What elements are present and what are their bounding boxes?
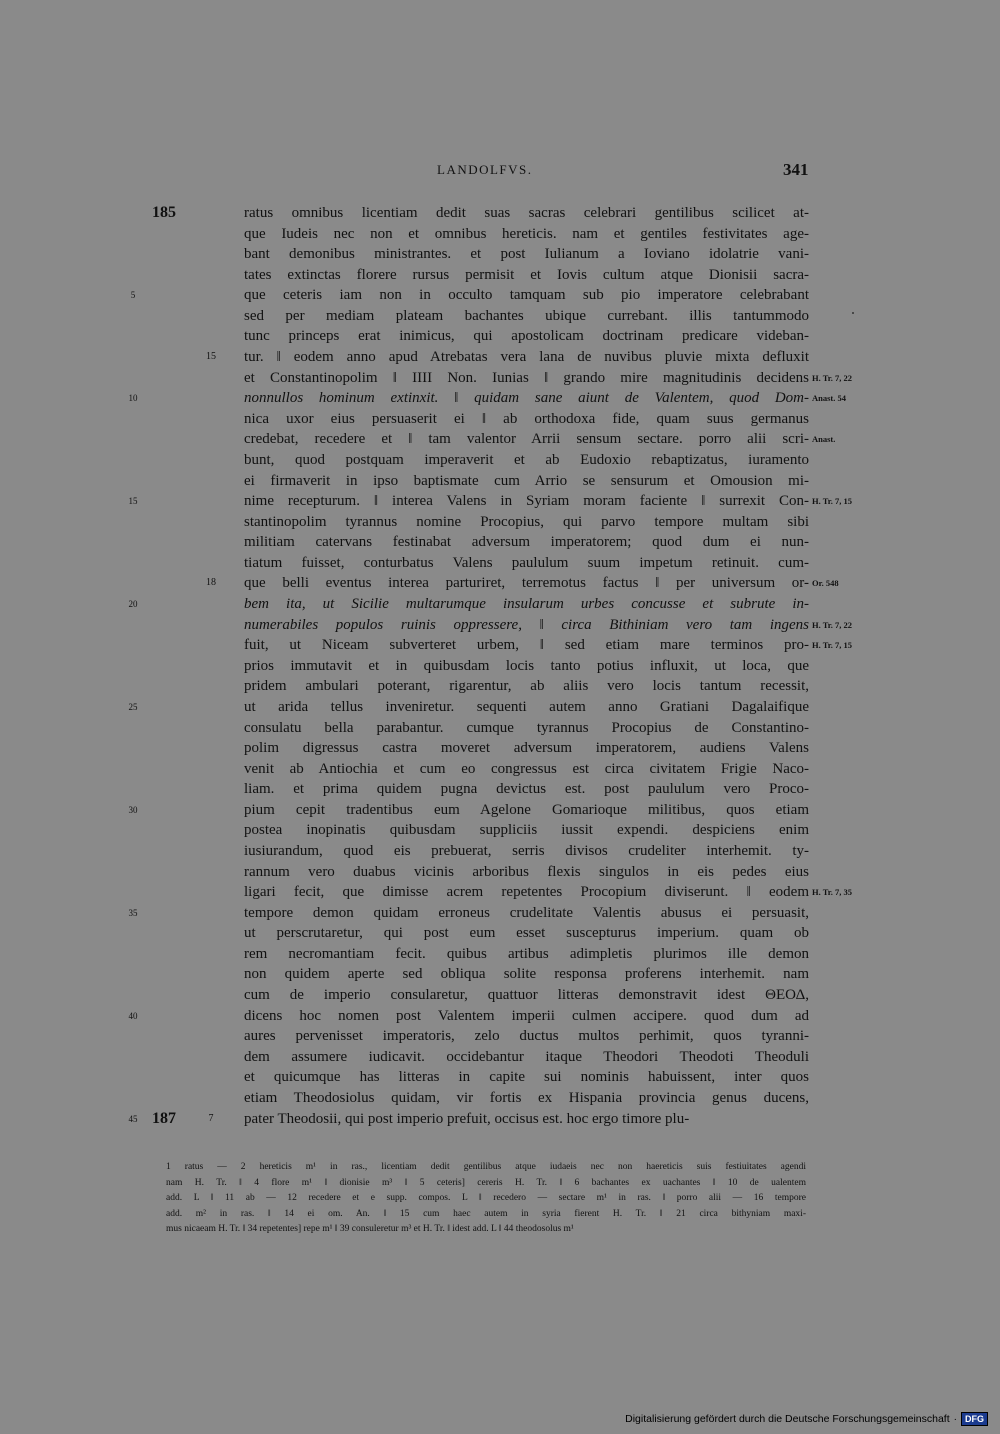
source-line-number: 15 <box>206 351 216 362</box>
dfg-logo-icon: DFG <box>961 1412 988 1426</box>
line-number: 5 <box>130 290 136 300</box>
text-line: ut perscrutaretur, qui post eum esset suscepturus imperium. quam ob <box>244 925 809 941</box>
text-line: non quidem aperte sed obliqua solite responsa proferens interhemit. nam <box>244 966 809 982</box>
text-line: ratus omnibus licentiam dedit suas sacras celebrari gentilibus scilicet at- <box>244 205 809 221</box>
footnote-line: mus nicaeam H. Tr. ‖ 34 repetentes] repe m¹ ‖ 39 consuleretur m³ et H. Tr. ‖ idest add. L ‖ 44 theodosolus m¹ <box>166 1224 574 1234</box>
text-line: cum de imperio consularetur, quattuor litteras demonstravit idest ΘΕΟΔ, <box>244 987 809 1003</box>
text-line: militiam catervans festinabat adversum imperatorem; quod dum ei nun- <box>244 534 809 550</box>
text-line: prios immutavit et in quibusdam locis tanto potius influxit, ut loca, que <box>244 658 809 674</box>
text-line: tempore demon quidam erroneus crudelitate Valentis abusus ei persuasit, <box>244 905 809 921</box>
text-line: nime recepturum. ‖ interea Valens in Syriam moram faciente ‖ surrexit Con- <box>244 493 809 509</box>
page-header <box>0 162 1000 182</box>
marginal-source-reference: H. Tr. 7, 15 <box>812 496 852 506</box>
text-line: ei firmaverit in ipso baptismate cum Arrio se sensurum et Omousion mi- <box>244 473 809 489</box>
text-line: rem necromantiam fecit. quibus artibus adimpletis plurimos ille demon <box>244 946 809 962</box>
marginal-source-reference: Anast. 54 <box>812 393 847 403</box>
text-line: tiatum fuisset, conturbatus Valens paululum suum impetum retinuit. cum- <box>244 555 809 571</box>
line-number: 25 <box>128 702 138 712</box>
text-line: venit ab Antiochia et cum eo congressus est circa civitatem Frigie Naco- <box>244 761 809 777</box>
marginal-source-reference: H. Tr. 7, 22 <box>812 373 852 383</box>
line-number: 30 <box>128 805 138 815</box>
text-line: que ceteris iam non in occulto tamquam sub pio imperatore celebrabant <box>244 287 809 303</box>
source-page-number: 187 <box>152 1110 176 1127</box>
footer-credit <box>625 1412 988 1426</box>
running-title: LANDOLFVS. <box>437 162 533 177</box>
footnote-line: add. m² in ras. ‖ 14 ei om. An. ‖ 15 cum haec autem in syria fierent H. Tr. ‖ 21 circa bithyniam maxi- <box>166 1208 806 1219</box>
text-line: dem assumere iudicavit. occidebantur itaque Theodori Theodoti Theoduli <box>244 1049 809 1065</box>
footnote-line: nam H. Tr. ‖ 4 flore m¹ ‖ dionisie m³ ‖ 5 ceteris] cereris H. Tr. ‖ 6 bachantes ex uachantes ‖ 10 de ualentem <box>166 1177 806 1188</box>
text-line: bunt, quod postquam imperaverit et ab Eudoxio rebaptizatus, iuramento <box>244 452 809 468</box>
text-line: pium cepit tradentibus eum Agelone Gomarioque militibus, quos etiam <box>244 802 809 818</box>
line-number: 10 <box>128 393 138 403</box>
text-line: que Iudeis nec non et omnibus hereticis. nam et gentiles festivitates age- <box>244 226 809 242</box>
line-number: 20 <box>128 599 138 609</box>
text-line: bem ita, ut Sicilie multarumque insularum urbes concusse et subrute in- <box>244 596 809 612</box>
footer-text: Digitalisierung gefördert durch die Deutsche Forschungsgemeinschaft <box>625 1413 950 1425</box>
text-line: consulatu bella parabantur. cumque tyrannus Procopius de Constantino- <box>244 720 809 736</box>
text-line: ut arida tellus inveniretur. sequenti autem anno Gratiani Dagalaifique <box>244 699 809 715</box>
text-line: numerabiles populos ruinis oppressere, ‖ circa Bithiniam vero tam ingens <box>244 617 809 633</box>
source-page-number: 185 <box>152 204 176 221</box>
marginal-source-reference: H. Tr. 7, 35 <box>812 887 852 897</box>
text-line: sed per mediam plateam bachantes ubique currebant. illis tantummodo <box>244 308 809 324</box>
text-line: bant demonibus ministrantes. et post Iulianum a Ioviano idolatrie vani- <box>244 246 809 262</box>
marginal-source-reference: H. Tr. 7, 15 <box>812 640 852 650</box>
text-line: liam. et prima quidem pugna devictus est. post paululum vero Proco- <box>244 781 809 797</box>
text-line: pater Theodosii, qui post imperio prefuit, occisus est. hoc ergo timore plu- <box>244 1111 690 1127</box>
text-line: fuit, ut Niceam subverteret urbem, ‖ sed etiam mare terminos pro- <box>244 637 809 653</box>
text-line: polim digressus castra moveret adversum imperatorem, audiens Valens <box>244 740 809 756</box>
text-line: et quicumque has litteras in capite sui nominis habuissent, inter quos <box>244 1069 809 1085</box>
text-line: que belli eventus interea parturiret, terremotus factus ‖ per universum or- <box>244 575 809 591</box>
text-line: stantinopolim tyrannus nomine Procopius, qui parvo tempore multam sibi <box>244 514 809 530</box>
text-line: tur. ‖ eodem anno apud Atrebatas vera lana de nuvibus pluvie mixta defluxit <box>244 349 809 365</box>
footer-separator: · <box>953 1413 957 1425</box>
text-line: nonnullos hominum extinxit. ‖ quidam sane aiunt de Valentem, quod Dom- <box>244 390 809 406</box>
line-number: 45 <box>128 1114 138 1124</box>
text-line: pridem ambulari poterant, rigarentur, ab aliis vero locis tantum recessit, <box>244 678 809 694</box>
text-line: tates extinctas florere rursus permisit et Iovis cultum atque Dionisii sacra- <box>244 267 809 283</box>
text-line: aures pervenisset imperatoris, zelo ductus multos perhimit, quos tyranni- <box>244 1028 809 1044</box>
line-number: 15 <box>128 496 138 506</box>
text-line: etiam Theodosiolus quidam, vir fortis ex Hispania provincia genus ducens, <box>244 1090 809 1106</box>
text-line: tunc princeps erat inimicus, qui apostolicam doctrinam predicare videban- <box>244 328 809 344</box>
text-line: dicens hoc nomen post Valentem imperii culmen accipere. quod dum ad <box>244 1008 809 1024</box>
page-number: 341 <box>783 160 809 179</box>
scan-speck <box>852 312 854 314</box>
source-line-number: 7 <box>208 1113 214 1124</box>
text-line: rannum vero duabus vicinis arboribus flexis singulos in eis pedes eius <box>244 864 809 880</box>
text-line: ligari fecit, que dimisse acrem repetentes Procopium diviserunt. ‖ eodem <box>244 884 809 900</box>
marginal-source-reference: H. Tr. 7, 22 <box>812 620 852 630</box>
text-line: postea inopinatis quibusdam suppliciis iussit expendi. despiciens enim <box>244 822 809 838</box>
marginal-source-reference: Anast. <box>812 434 836 444</box>
footnote-line: add. L ‖ 11 ab — 12 recedere et e supp. compos. L ‖ recedero — sectare m¹ in ras. ‖ porro alii — 16 tempore <box>166 1193 806 1203</box>
text-line: nica uxor eius persuaserit ei ‖ ab orthodoxa fide, quam suus germanus <box>244 411 809 427</box>
text-line: et Constantinopolim ‖ IIII Non. Iunias ‖ grando mire magnitudinis decidens <box>244 370 809 386</box>
text-line: credebat, recedere et ‖ tam valentor Arrii sensum sectare. porro alii scri- <box>244 431 809 447</box>
footnote-line: 1 ratus — 2 hereticis m¹ in ras., licentiam dedit gentilibus atque iudaeis nec non haereticis suis festiuitates agendi <box>166 1162 806 1172</box>
marginal-source-reference: Or. 548 <box>812 578 839 588</box>
text-line: iusiurandum, quod eis prebuerat, serris divisos crudeliter interhemit. ty- <box>244 843 809 859</box>
line-number: 35 <box>128 908 138 918</box>
critical-apparatus <box>166 1160 806 1238</box>
line-number: 40 <box>128 1011 138 1021</box>
source-line-number: 18 <box>206 577 216 588</box>
